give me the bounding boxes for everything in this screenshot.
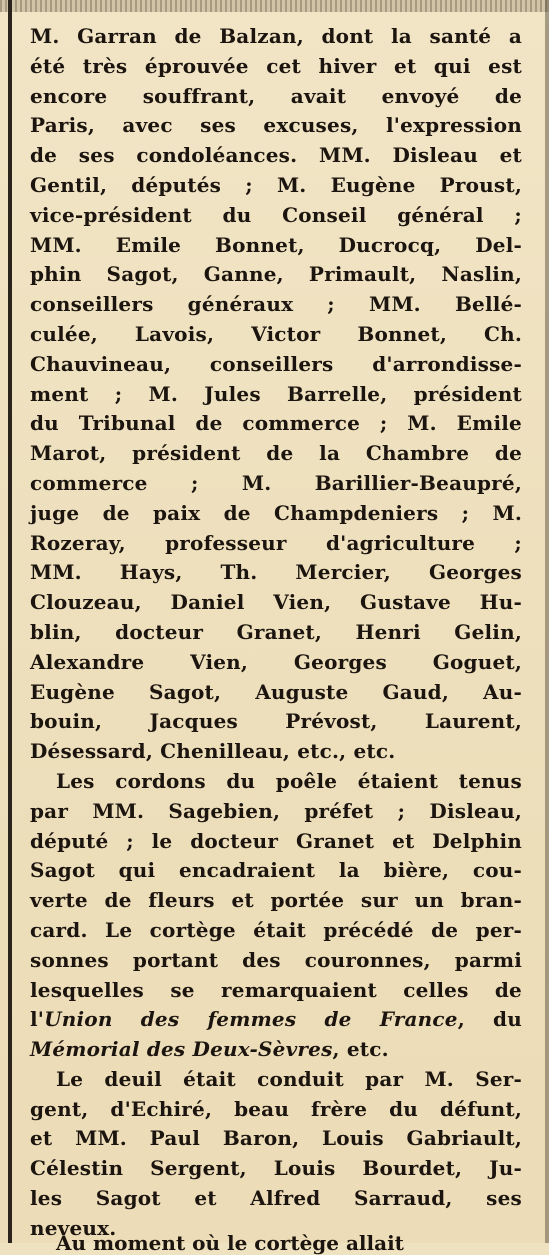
article-line: député ; le docteur Granet et Delphin — [30, 828, 522, 853]
article-line: phin Sagot, Ganne, Primault, Naslin, — [30, 262, 522, 287]
article-line: du Tribunal de commerce ; M. Emile — [30, 411, 522, 436]
article-line: Marot, président de la Chambre de — [30, 441, 522, 466]
article-line: MM. Emile Bonnet, Ducrocq, Del- — [30, 232, 522, 257]
article-column — [30, 22, 522, 1244]
article-line: Le deuil était conduit par M. Ser- — [56, 1066, 522, 1091]
right-edge — [545, 0, 549, 1243]
article-line: conseillers généraux ; MM. Bellé- — [30, 292, 522, 317]
article-line: Rozeray, professeur d'agriculture ; — [30, 530, 522, 555]
article-line: Sagot qui encadraient la bière, cou- — [30, 858, 522, 883]
cut-off-line — [30, 1231, 522, 1255]
article-line: Au moment où le cortège allait — [56, 1231, 404, 1255]
article-line: Chauvineau, conseillers d'arrondisse- — [30, 351, 522, 376]
article-line: Les cordons du poêle étaient tenus — [56, 768, 522, 793]
article-line: Eugène Sagot, Auguste Gaud, Au- — [30, 679, 522, 704]
article-line: MM. Hays, Th. Mercier, Georges — [30, 560, 522, 585]
article-line: M. Garran de Balzan, dont la santé a — [30, 24, 522, 48]
article-line: les Sagot et Alfred Sarraud, ses — [30, 1186, 522, 1211]
article-line: culée, Lavois, Victor Bonnet, Ch. — [30, 321, 522, 346]
top-rule — [0, 0, 549, 12]
article-line: Paris, avec ses excuses, l'expression — [30, 113, 522, 138]
article-line: Célestin Sergent, Louis Bourdet, Ju- — [30, 1156, 522, 1181]
italic-title: Union des femmes de France — [44, 1007, 458, 1032]
article-line: ment ; M. Jules Barrelle, président — [30, 381, 522, 406]
article-line: Désessard, Chenilleau, etc., etc. — [30, 739, 396, 764]
article-line: Alexandre Vien, Georges Goguet, — [30, 649, 522, 674]
article-line: et MM. Paul Baron, Louis Gabriault, — [30, 1126, 522, 1151]
article-line: blin, docteur Granet, Henri Gelin, — [30, 619, 522, 644]
article-line — [30, 1035, 522, 1065]
article-line: juge de paix de Champdeniers ; M. — [30, 500, 522, 525]
article-line: card. Le cortège était précédé de per- — [30, 917, 522, 942]
italic-title: Mémorial des Deux-Sèvres — [30, 1037, 333, 1062]
article-line: par MM. Sagebien, préfet ; Disleau, — [30, 798, 522, 823]
article-line: lesquelles se remarquaient celles de — [30, 977, 522, 1002]
article-line: neveux. — [30, 1215, 117, 1240]
article-line — [30, 1005, 522, 1035]
article-line: verte de fleurs et portée sur un bran- — [30, 888, 522, 913]
article-line: Gentil, députés ; M. Eugène Proust, — [30, 172, 522, 197]
article-line: gent, d'Echiré, beau frère du défunt, — [30, 1096, 522, 1121]
article-line: sonnes portant des couronnes, parmi — [30, 947, 522, 972]
text-fragment: , du — [457, 1007, 522, 1032]
article-line: commerce ; M. Barillier-Beaupré, — [30, 470, 522, 495]
article-line: encore souffrant, avait envoyé de — [30, 83, 522, 108]
article-line: Clouzeau, Daniel Vien, Gustave Hu- — [30, 590, 522, 615]
article-line: vice-président du Conseil général ; — [30, 202, 522, 227]
article-line: bouin, Jacques Prévost, Laurent, — [30, 709, 522, 734]
article-line: été très éprouvée cet hiver et qui est — [30, 53, 522, 78]
text-fragment: , etc. — [332, 1037, 389, 1062]
column-rule — [8, 0, 12, 1243]
article-line: de ses condoléances. MM. Disleau et — [30, 143, 522, 168]
text-fragment: l' — [30, 1007, 45, 1032]
